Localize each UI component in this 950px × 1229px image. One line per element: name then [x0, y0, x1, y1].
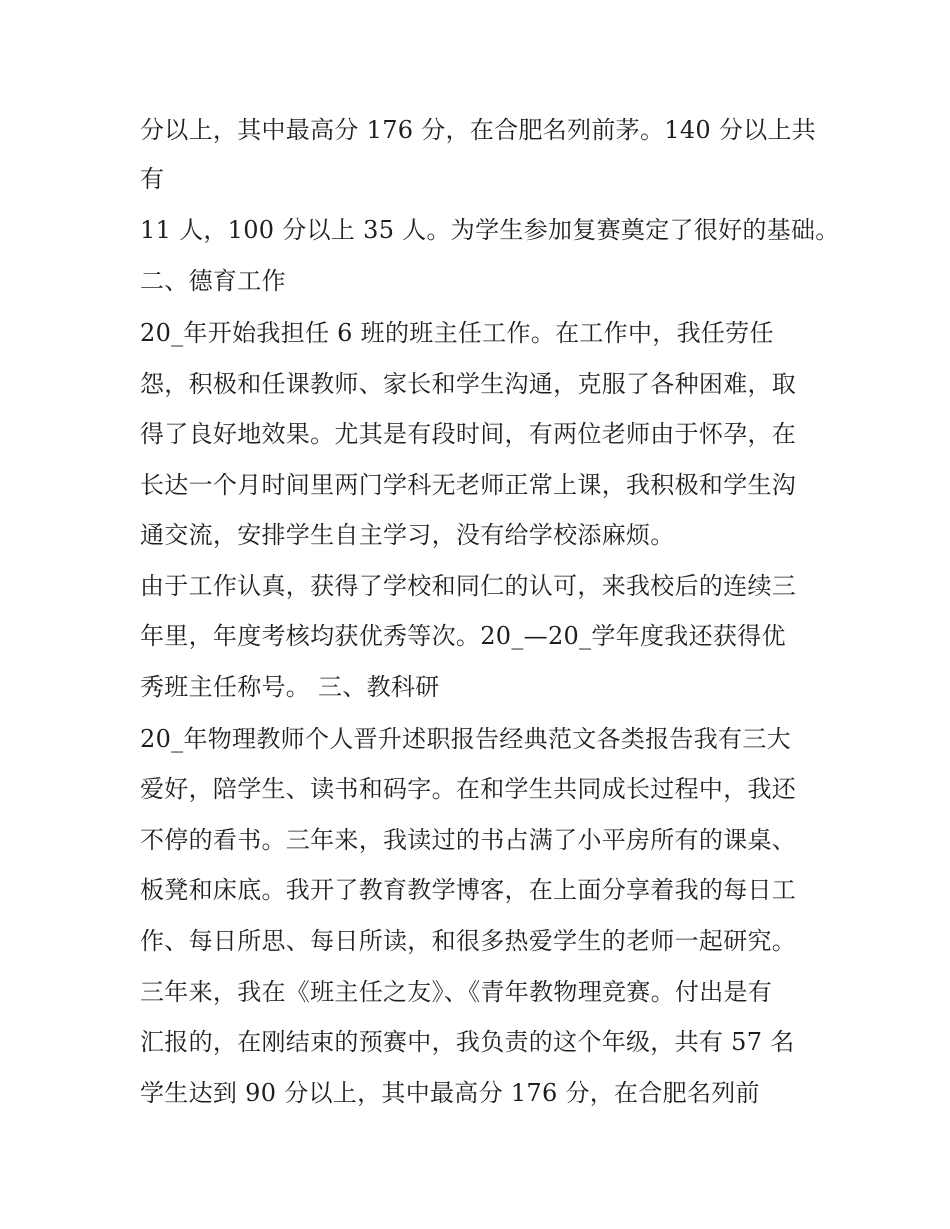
- text-line-12: 秀班主任称号。 三、教科研: [140, 673, 440, 701]
- text-line-7: 得了良好地效果。尤其是有段时间，有两位老师由于怀孕，在: [140, 420, 797, 448]
- text-line-15: 不停的看书。三年来，我读过的书占满了小平房所有的课桌、: [140, 826, 797, 854]
- section-heading-moral-education: 二、德育工作: [140, 267, 286, 295]
- text-line-6: 怨，积极和任课教师、家长和学生沟通，克服了各种困难，取: [140, 370, 797, 398]
- text-line-9: 通交流，安排学生自主学习，没有给学校添麻烦。: [140, 521, 675, 549]
- text-line-1: 分以上，其中最高分 176 分，在合肥名列前茅。140 分以上共: [140, 116, 817, 144]
- text-line-14: 爱好，陪学生、读书和码字。在和学生共同成长过程中，我还: [140, 775, 797, 803]
- text-line-10: 由于工作认真，获得了学校和同仁的认可，来我校后的连续三: [140, 572, 797, 600]
- text-line-2: 有: [140, 165, 165, 193]
- text-line-16: 板凳和床底。我开了教育教学博客，在上面分享着我的每日工: [140, 876, 797, 904]
- text-line-13: 20_年物理教师个人晋升述职报告经典范文各类报告我有三大: [140, 725, 791, 753]
- text-line-19: 汇报的，在刚结束的预赛中，我负责的这个年级，共有 57 名: [140, 1028, 795, 1056]
- text-line-11: 年里，年度考核均获优秀等次。20_—20_学年度我还获得优: [140, 622, 786, 650]
- text-line-17: 作、每日所思、每日所读，和很多热爱学生的老师一起研究。: [140, 927, 797, 955]
- text-line-20: 学生达到 90 分以上，其中最高分 176 分，在合肥名列前: [140, 1079, 760, 1107]
- text-line-8: 长达一个月时间里两门学科无老师正常上课，我积极和学生沟: [140, 471, 797, 499]
- text-line-3: 11 人，100 分以上 35 人。为学生参加复赛奠定了很好的基础。: [140, 216, 840, 244]
- text-line-18: 三年来，我在《班主任之友》、《青年教物理竞赛。付出是有: [140, 978, 773, 1006]
- text-line-5: 20_年开始我担任 6 班的班主任工作。在工作中，我任劳任: [140, 319, 774, 347]
